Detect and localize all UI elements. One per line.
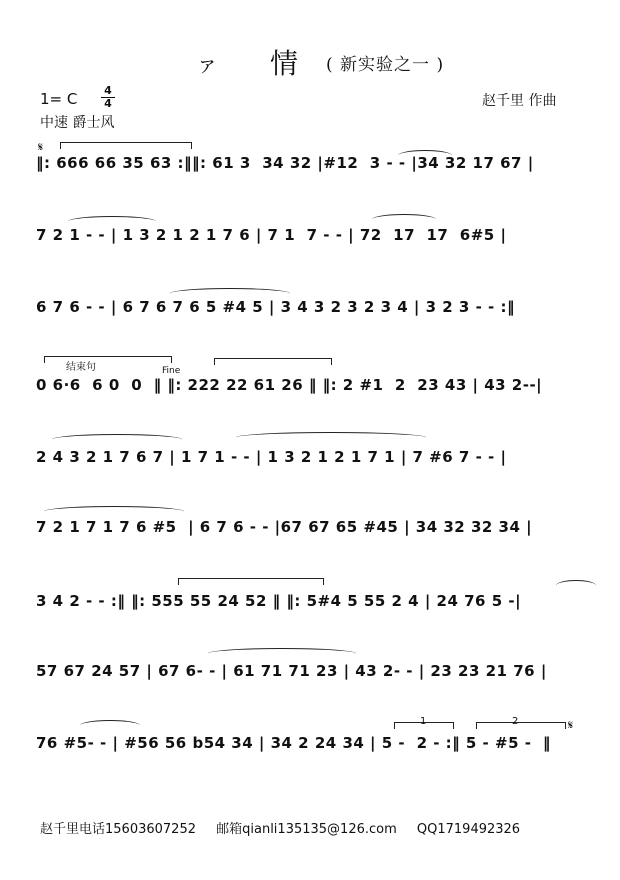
repeat-bracket-2 bbox=[214, 358, 332, 365]
volta-1-label: 1 bbox=[420, 716, 427, 727]
score-row-4: 0 6·6 6 0 0 ‖ ‖: 222 22 61 26 ‖ ‖: 2 #1 2 23 43 | 43 2--| bbox=[36, 376, 543, 394]
score-row-2: 7 2 1 - - | 1 3 2 1 2 1 7 6 | 7 1 7 - - | 72 17 17 6#5 | bbox=[36, 226, 507, 244]
score-row-5: 2 4 3 2 1 7 6 7 | 1 7 1 - - | 1 3 2 1 2 1 7 1 | 7 #6 7 - - | bbox=[36, 448, 507, 466]
song-title: 情 bbox=[270, 47, 299, 80]
repeat-bracket-3 bbox=[178, 578, 324, 585]
tempo-marking: 中速 爵士风 bbox=[40, 115, 115, 131]
composer: 赵千里 作曲 bbox=[482, 93, 557, 109]
contact-phone: 赵千里电话15603607252 bbox=[40, 822, 196, 837]
slur bbox=[372, 214, 436, 225]
time-signature bbox=[101, 86, 115, 109]
contact-footer bbox=[40, 818, 600, 837]
song-subtitle: ( 新实验之一 ) bbox=[326, 55, 445, 75]
title-block bbox=[0, 42, 620, 78]
slur bbox=[52, 434, 182, 445]
slur bbox=[556, 580, 596, 591]
contact-email: 邮箱qianli135135@126.com bbox=[216, 822, 397, 837]
title-mark: ァ bbox=[196, 53, 219, 78]
score-row-1: ‖: 666 66 35 63 :‖‖: 61 3 34 32 |#12 3 - - |34 32 17 67 | bbox=[36, 154, 534, 172]
repeat-bracket-1 bbox=[60, 142, 192, 149]
score-row-7: 3 4 2 - - :‖ ‖: 555 55 24 52 ‖ ‖: 5#4 5 55 2 4 | 24 76 5 -| bbox=[36, 592, 522, 610]
key-signature: 1= C bbox=[40, 90, 78, 108]
ending-bracket bbox=[44, 356, 172, 363]
score-row-3: 6 7 6 - - | 6 7 6 7 6 5 #4 5 | 3 4 3 2 3 2 3 4 | 3 2 3 - - :‖ bbox=[36, 298, 515, 316]
slur bbox=[80, 720, 140, 731]
ending-label: 结束句 bbox=[66, 362, 96, 373]
score-row-9: 76 #5- - | #56 56 b54 34 | 34 2 24 34 | 5 - 2 - :‖ 5 - #5 - ‖ bbox=[36, 734, 551, 752]
slur bbox=[208, 648, 356, 659]
volta-2-bracket bbox=[476, 722, 566, 729]
score-row-8: 57 67 24 57 | 67 6- - | 61 71 71 23 | 43 2- - | 23 23 21 76 | bbox=[36, 662, 547, 680]
slur bbox=[236, 432, 426, 443]
segno-end-icon: 𝄋 bbox=[568, 718, 574, 732]
segno-start-icon: 𝄋 bbox=[38, 140, 44, 154]
slur bbox=[44, 506, 184, 517]
volta-2-label: 2 bbox=[512, 716, 519, 727]
fine-label: Fine bbox=[162, 366, 181, 376]
contact-qq: QQ1719492326 bbox=[416, 822, 521, 837]
time-top: 4 bbox=[104, 84, 112, 97]
time-bottom: 4 bbox=[104, 97, 112, 110]
score-row-6: 7 2 1 7 1 7 6 #5 | 6 7 6 - - |67 67 65 #45 | 34 32 32 34 | bbox=[36, 518, 533, 536]
